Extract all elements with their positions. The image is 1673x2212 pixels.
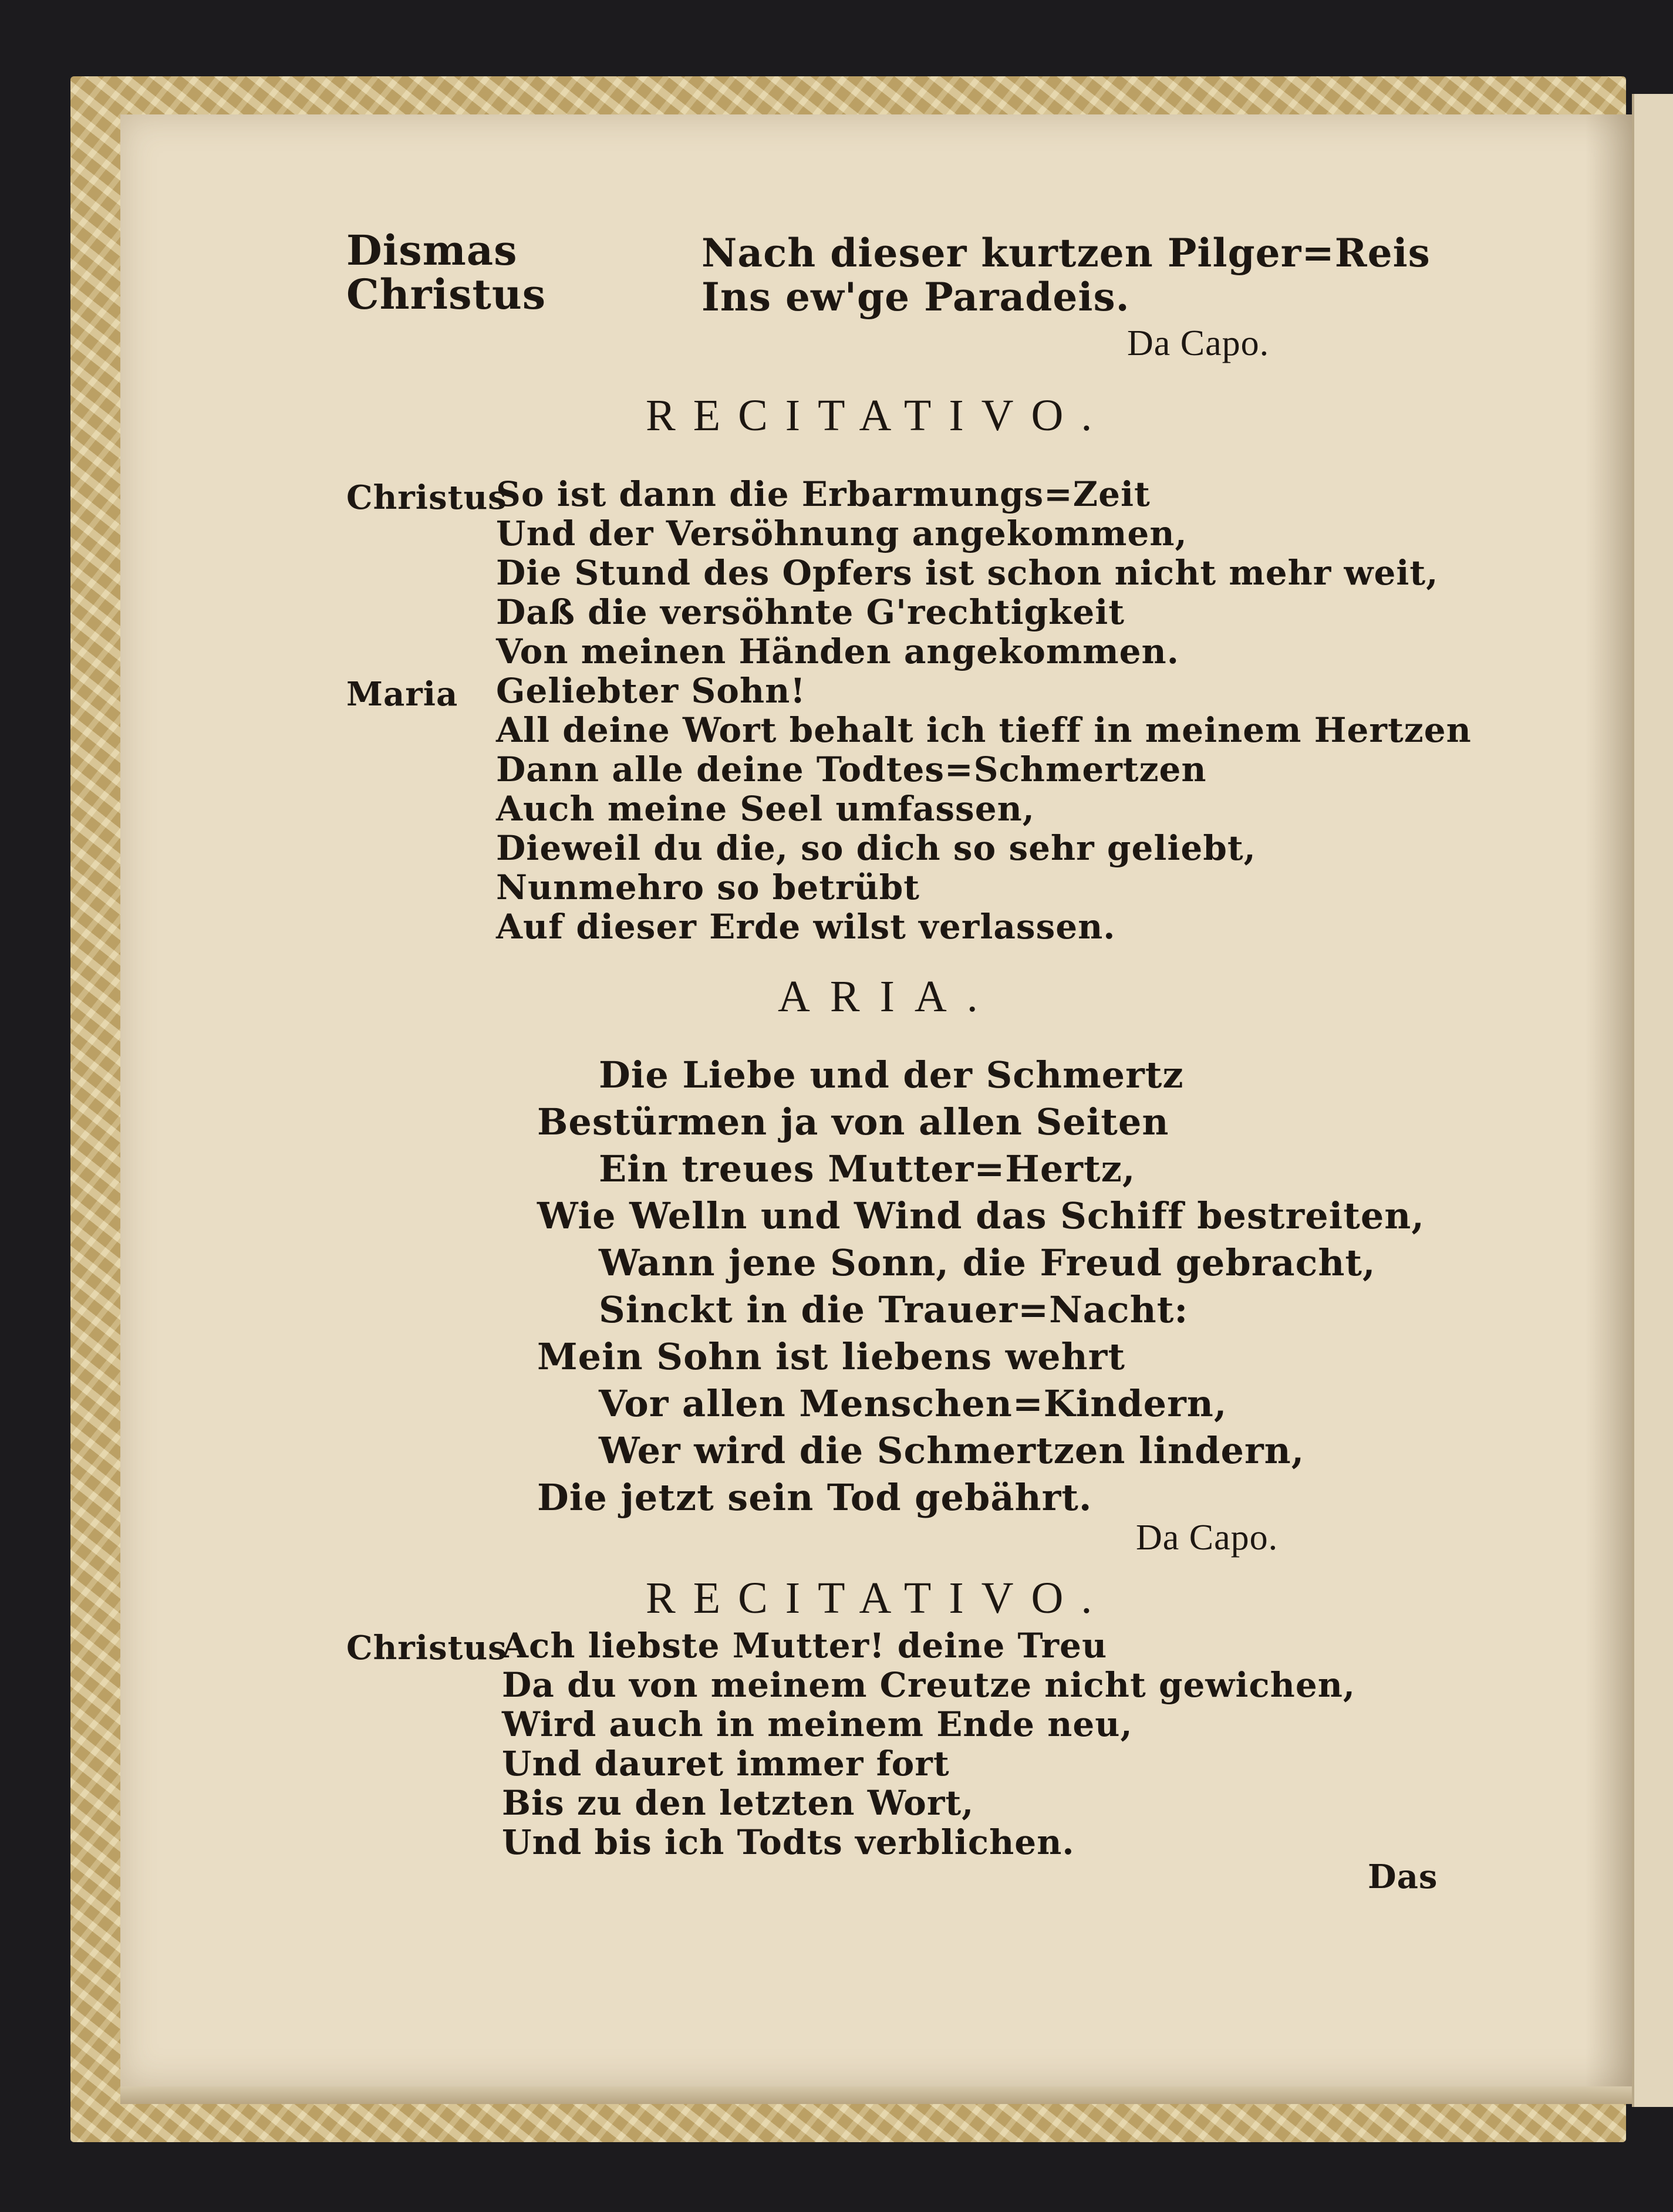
verse-line: Die Stund des Opfers ist schon nicht mehr weit,	[496, 553, 1439, 593]
verse-line: Geliebter Sohn!	[496, 671, 806, 711]
aria-line: Mein Sohn ist liebens wehrt	[537, 1335, 1125, 1378]
speaker-christus: Christus	[346, 1629, 507, 1667]
verse-line: All deine Wort behalt ich tieff in meinem Hertzen	[496, 710, 1472, 750]
verse-line: Wird auch in meinem Ende neu,	[502, 1704, 1133, 1744]
verse-line: Auch meine Seel umfassen,	[496, 789, 1035, 829]
speaker-christus: Christus	[346, 478, 507, 517]
verse-line: Dieweil du die, so dich so sehr geliebt,	[496, 828, 1256, 868]
aria-line: Wer wird die Schmertzen lindern,	[599, 1429, 1305, 1472]
verse-line: Von meinen Händen angekommen.	[496, 631, 1179, 671]
da-capo-note: Da Capo.	[1127, 323, 1270, 363]
verse-line: Nunmehro so betrübt	[496, 867, 920, 907]
verse-line: Daß die versöhnte G'rechtigkeit	[496, 592, 1125, 632]
aria-line: Wie Welln und Wind das Schiff bestreiten,	[537, 1194, 1425, 1237]
aria-line: Ein treues Mutter=Hertz,	[599, 1147, 1136, 1190]
speaker-maria: Maria	[346, 675, 458, 714]
aria-line: Die jetzt sein Tod gebährt.	[537, 1476, 1092, 1519]
catchword: Das	[1368, 1858, 1438, 1896]
gutter-shadow	[1585, 114, 1632, 2086]
aria-line: Vor allen Menschen=Kindern,	[599, 1382, 1227, 1425]
verse-line: Und der Versöhnung angekommen,	[496, 514, 1188, 553]
speaker-christus: Christus	[346, 270, 547, 319]
verse-line: Auf dieser Erde wilst verlassen.	[496, 907, 1116, 947]
section-heading-recitativo: RECITATIVO.	[646, 1573, 1110, 1623]
aria-line: Wann jene Sonn, die Freud gebracht,	[599, 1241, 1376, 1284]
aria-line: Die Liebe und der Schmertz	[599, 1053, 1184, 1096]
facing-page-edge	[1632, 94, 1673, 2107]
verse-line: Ins ew'ge Paradeis.	[701, 274, 1130, 320]
aria-line: Sinckt in die Trauer=Nacht:	[599, 1288, 1189, 1331]
verse-line: Bis zu den letzten Wort,	[502, 1783, 974, 1823]
verse-line: So ist dann die Erbarmungs=Zeit	[496, 474, 1151, 514]
section-heading-aria: ARIA.	[778, 972, 998, 1021]
aria-line: Bestürmen ja von allen Seiten	[537, 1100, 1169, 1143]
verse-line: Und bis ich Todts verblichen.	[502, 1822, 1075, 1862]
verse-line: Dann alle deine Todtes=Schmertzen	[496, 749, 1207, 789]
section-heading-recitativo: RECITATIVO.	[646, 391, 1110, 440]
verse-line: Nach dieser kurtzen Pilger=Reis	[701, 230, 1431, 276]
speaker-dismas: Dismas	[346, 226, 518, 275]
verse-line: Und dauret immer fort	[502, 1744, 950, 1784]
verse-line: Da du von meinem Creutze nicht gewichen,	[502, 1665, 1356, 1705]
verse-line: Ach liebste Mutter! deine Treu	[502, 1626, 1108, 1666]
page-edge	[120, 2086, 1632, 2104]
da-capo-note: Da Capo.	[1136, 1518, 1279, 1558]
